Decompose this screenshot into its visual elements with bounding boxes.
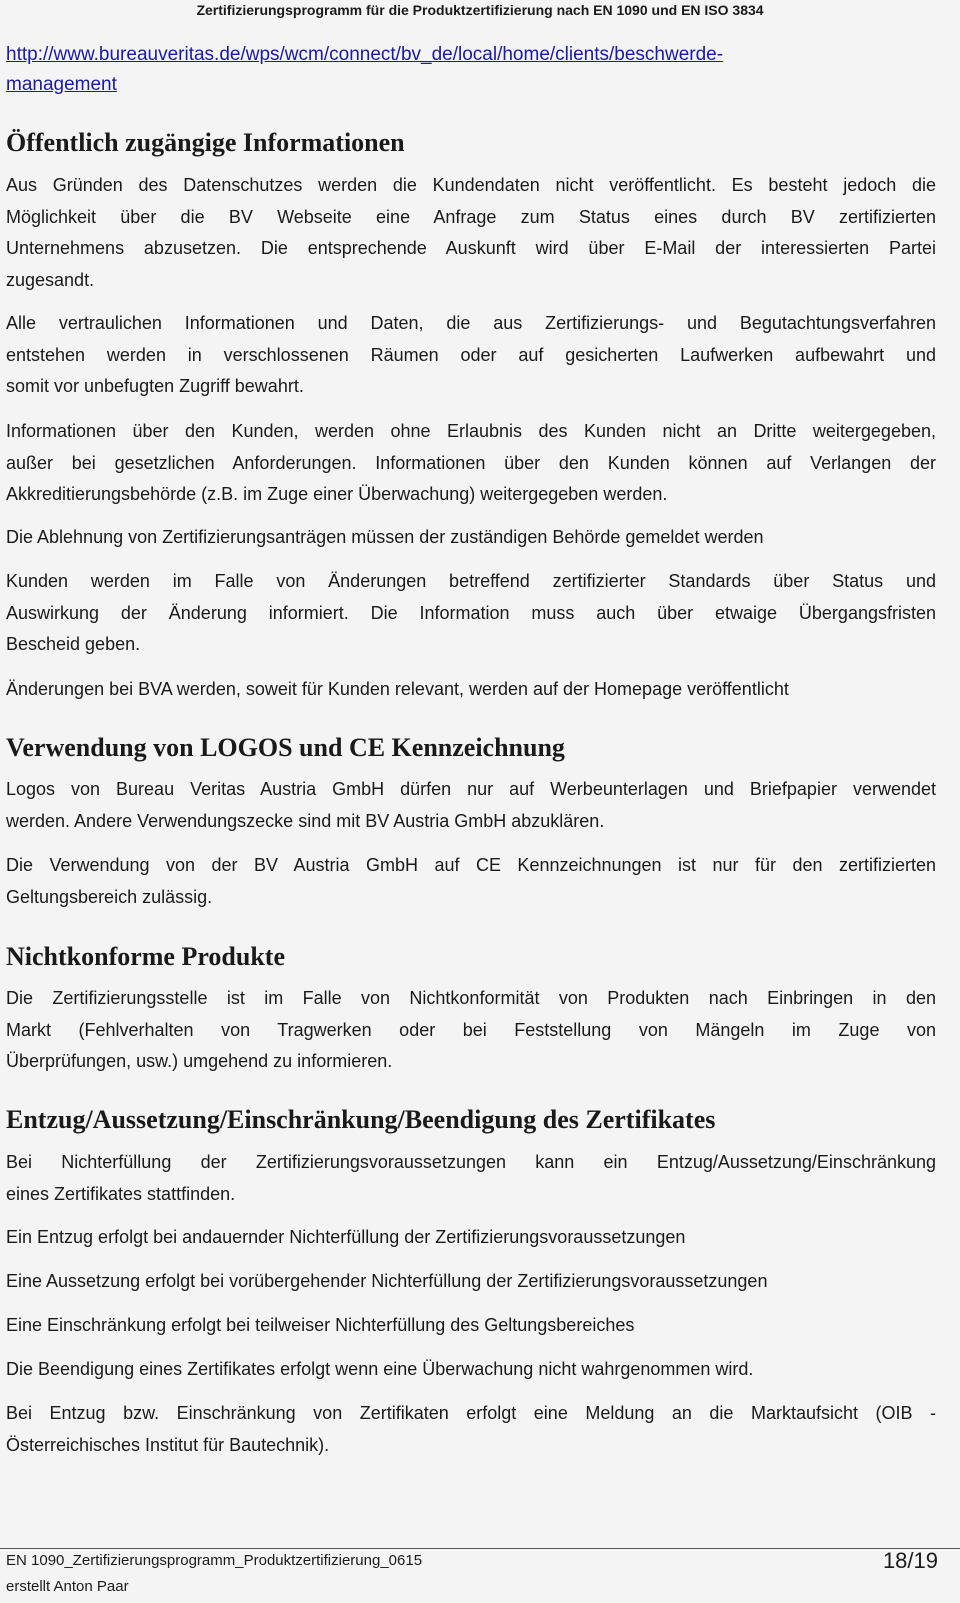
- paragraph-line: Überprüfungen, usw.) umgehend zu informieren.: [6, 1051, 393, 1071]
- paragraph-line: entstehen werden in verschlossenen Räumen oder auf gesicherten Laufwerken aufbewahrt und: [6, 344, 936, 365]
- paragraph-line: Möglichkeit über die BV Webseite eine Anfrage zum Status eines durch BV zertifizierten: [6, 206, 936, 227]
- footer-author: erstellt Anton Paar: [6, 1578, 129, 1595]
- paragraph-line: zugesandt.: [6, 269, 95, 290]
- paragraph-line: werden. Andere Verwendungszecke sind mit BV Austria GmbH abzuklären.: [6, 810, 605, 831]
- paragraph: [6, 416, 936, 511]
- section-heading: Öffentlich zugängige Informationen: [6, 128, 405, 157]
- paragraph: [6, 674, 936, 706]
- link-line[interactable]: management: [6, 74, 117, 95]
- paragraph: [6, 1266, 936, 1298]
- paragraph-line: Eine Einschränkung erfolgt bei teilweiser Nichterfüllung des Geltungsbereiches: [6, 1315, 635, 1335]
- page-header: Zertifizierungsprogramm für die Produktzertifizierung nach EN 1090 und EN ISO 3834: [196, 2, 764, 18]
- paragraph-line: eines Zertifikates stattfinden.: [6, 1183, 236, 1204]
- paragraph-line: Die Verwendung von der BV Austria GmbH auf CE Kennzeichnungen ist nur für den zertifizierten: [6, 855, 936, 875]
- section-heading: Verwendung von LOGOS und CE Kennzeichnung: [6, 733, 565, 762]
- paragraph-line: Kunden werden im Falle von Änderungen betreffend zertifizierter Standards über Status und: [6, 571, 936, 591]
- paragraph-line: Bei Entzug bzw. Einschränkung von Zertifikaten erfolgt eine Meldung an die Marktaufsicht (OIB -: [6, 1403, 936, 1423]
- paragraph: [6, 522, 936, 554]
- section-heading: Nichtkonforme Produkte: [6, 942, 286, 971]
- paragraph: [6, 1398, 936, 1461]
- paragraph-line: somit vor unbefugten Zugriff bewahrt.: [6, 376, 304, 396]
- paragraph: [6, 774, 936, 837]
- paragraph: [6, 850, 936, 913]
- paragraph-line: Logos von Bureau Veritas Austria GmbH dürfen nur auf Werbeunterlagen und Briefpapier verwendet: [6, 779, 936, 799]
- page-number: 18/19: [882, 1548, 938, 1573]
- paragraph: [6, 308, 936, 403]
- paragraph-line: Die Zertifizierungsstelle ist im Falle von Nichtkonformität von Produkten nach Einbringen in den: [6, 988, 936, 1008]
- paragraph: [6, 1310, 936, 1342]
- section-heading: Entzug/Aussetzung/Einschränkung/Beendigung des Zertifikates: [6, 1105, 716, 1134]
- footer-doc-name: EN 1090_Zertifizierungsprogramm_Produktzertifizierung_0615: [6, 1552, 423, 1569]
- paragraph-line: außer bei gesetzlichen Anforderungen. Informationen über den Kunden können auf Verlangen der: [6, 452, 936, 473]
- paragraph: [6, 1354, 936, 1386]
- paragraph-line: Geltungsbereich zulässig.: [6, 886, 213, 907]
- paragraph-line: Die Beendigung eines Zertifikates erfolgt wenn eine Überwachung nicht wahrgenommen wird.: [6, 1359, 754, 1379]
- paragraph: [6, 983, 936, 1078]
- paragraph-line: Auswirkung der Änderung informiert. Die Information muss auch über etwaige Übergangsfristen: [6, 602, 936, 623]
- paragraph-line: Eine Aussetzung erfolgt bei vorübergehender Nichterfüllung der Zertifizierungsvoraussetzungen: [6, 1271, 768, 1291]
- paragraph-line: Österreichisches Institut für Bautechnik).: [6, 1434, 330, 1455]
- footer-divider: [0, 1548, 960, 1549]
- paragraph-line: Änderungen bei BVA werden, soweit für Kunden relevant, werden auf der Homepage veröffentlicht: [6, 679, 789, 699]
- paragraph-line: Alle vertraulichen Informationen und Daten, die aus Zertifizierungs- und Begutachtungsverfahren: [6, 313, 936, 333]
- paragraph-line: Akkreditierungsbehörde (z.B. im Zuge einer Überwachung) weitergegeben werden.: [6, 484, 668, 504]
- link-line[interactable]: http://www.bureauveritas.de/wps/wcm/connect/bv_de/local/home/clients/beschwerde-: [6, 44, 724, 65]
- paragraph-line: Markt (Fehlverhalten von Tragwerken oder bei Feststellung von Mängeln im Zuge von: [6, 1019, 936, 1040]
- paragraph-line: Informationen über den Kunden, werden ohne Erlaubnis des Kunden nicht an Dritte weitergegeben,: [6, 421, 936, 441]
- paragraph-line: Ein Entzug erfolgt bei andauernder Nichterfüllung der Zertifizierungsvoraussetzungen: [6, 1227, 686, 1247]
- paragraph: [6, 170, 936, 296]
- paragraph: [6, 1147, 936, 1210]
- paragraph-line: Bescheid geben.: [6, 634, 141, 654]
- paragraph-line: Bei Nichterfüllung der Zertifizierungsvoraussetzungen kann ein Entzug/Aussetzung/Einschränkung: [6, 1152, 936, 1172]
- paragraph-line: Die Ablehnung von Zertifizierungsanträgen müssen der zuständigen Behörde gemeldet werden: [6, 527, 764, 547]
- paragraph-line: Aus Gründen des Datenschutzes werden die Kundendaten nicht veröffentlicht. Es besteht jedoch die: [6, 175, 936, 195]
- paragraph: [6, 1222, 936, 1254]
- paragraph: [6, 566, 936, 661]
- paragraph-line: Unternehmens abzusetzen. Die entsprechende Auskunft wird über E-Mail der interessierten Partei: [6, 238, 936, 258]
- complaint-link[interactable]: [6, 40, 936, 100]
